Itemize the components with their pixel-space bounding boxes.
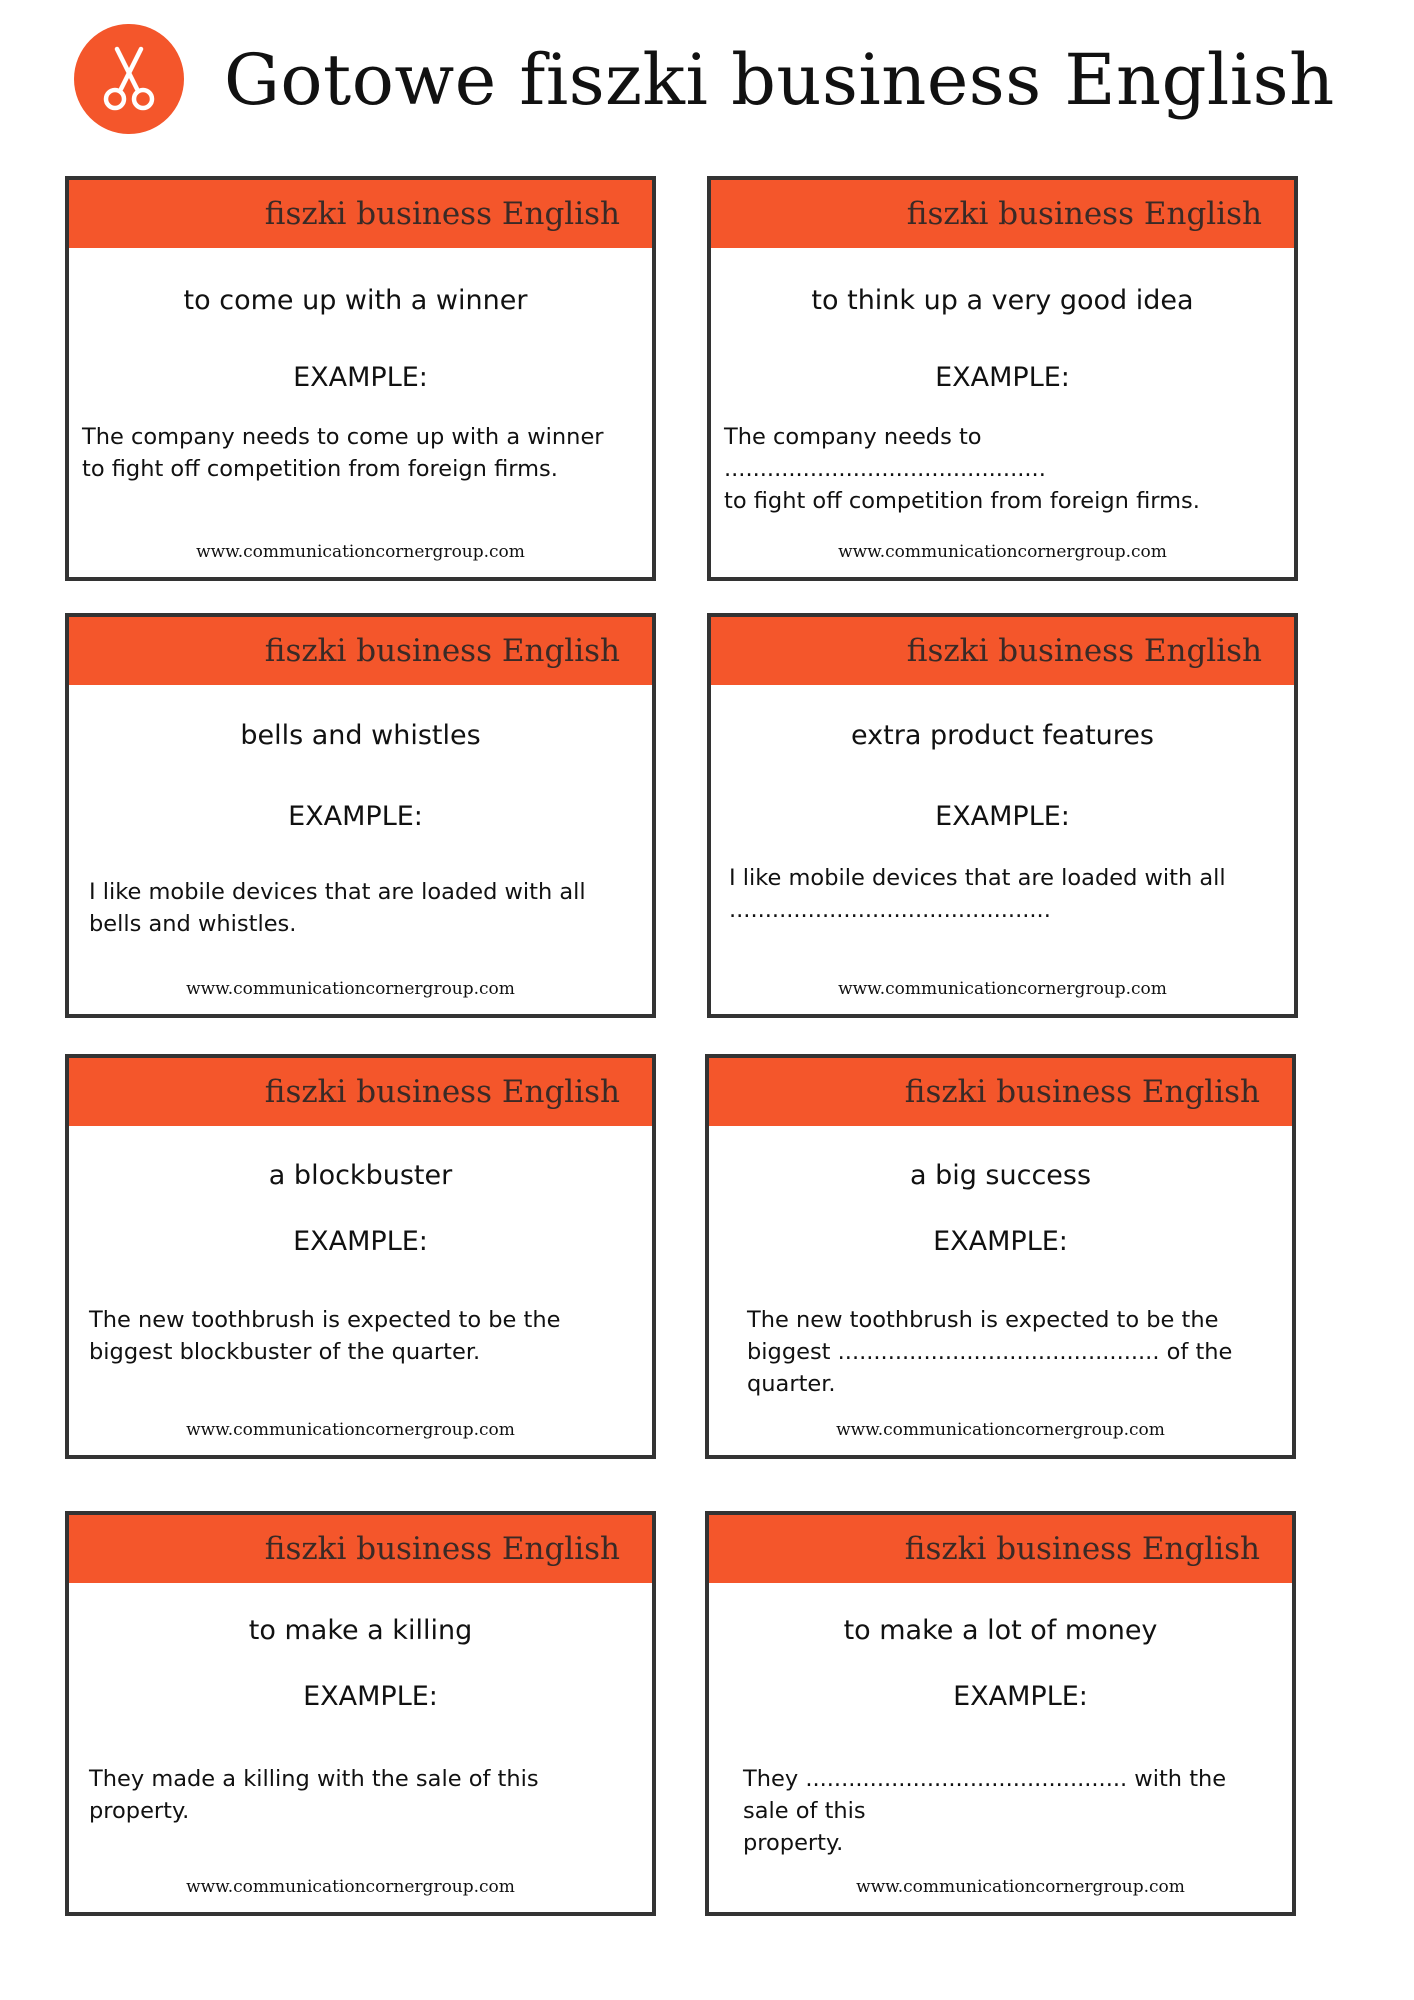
card-header-label: fiszki business English	[904, 1531, 1260, 1567]
website-footer: www.communicationcornergroup.com	[186, 979, 515, 999]
card-term: a big success	[909, 1160, 1092, 1191]
example-line: .............................................	[729, 897, 1051, 923]
website-footer: www.communicationcornergroup.com	[838, 979, 1167, 999]
card-header	[711, 180, 1294, 248]
example-line: They made a killing with the sale of this	[89, 1766, 539, 1792]
card-header	[69, 1515, 652, 1583]
website-footer: www.communicationcornergroup.com	[838, 542, 1167, 562]
example-line: The new toothbrush is expected to be the	[89, 1307, 561, 1333]
flashcard-definition	[707, 176, 1298, 581]
card-term: bells and whistles	[240, 720, 481, 751]
example-line: to fight off competition from foreign firms.	[724, 488, 1200, 514]
example-label: EXAMPLE:	[288, 801, 423, 832]
card-header-label: fiszki business English	[264, 633, 620, 669]
card-header	[69, 180, 652, 248]
card-header-label: fiszki business English	[906, 196, 1262, 232]
website-footer: www.communicationcornergroup.com	[856, 1877, 1185, 1897]
card-header-label: fiszki business English	[264, 196, 620, 232]
example-label: EXAMPLE:	[935, 362, 1070, 393]
scissors-icon	[97, 43, 161, 115]
example-sentence	[89, 876, 638, 940]
example-label: EXAMPLE:	[293, 362, 428, 393]
example-label: EXAMPLE:	[933, 1226, 1068, 1257]
example-sentence	[724, 421, 1280, 517]
card-header	[69, 1058, 652, 1126]
example-line: biggest blockbuster of the quarter.	[89, 1339, 481, 1365]
example-sentence	[82, 421, 638, 485]
card-term: a blockbuster	[268, 1160, 453, 1191]
example-label: EXAMPLE:	[293, 1226, 428, 1257]
example-line: I like mobile devices that are loaded with all	[89, 879, 586, 905]
card-header	[709, 1058, 1292, 1126]
card-header-label: fiszki business English	[264, 1074, 620, 1110]
example-line: property.	[743, 1830, 844, 1856]
example-label: EXAMPLE:	[935, 801, 1070, 832]
flashcard-definition	[705, 1511, 1296, 1916]
scissors-logo	[74, 24, 184, 134]
example-line: to fight off competition from foreign firms.	[82, 456, 558, 482]
card-header	[711, 617, 1294, 685]
flashcard-term	[65, 1511, 656, 1916]
example-line: The new toothbrush is expected to be the	[747, 1307, 1219, 1333]
example-line: biggest ............................................. of the quarter.	[747, 1339, 1233, 1397]
website-footer: www.communicationcornergroup.com	[196, 542, 525, 562]
example-sentence	[729, 862, 1280, 926]
card-term: to come up with a winner	[183, 285, 528, 316]
card-term: extra product features	[851, 720, 1154, 751]
flashcard-term	[65, 176, 656, 581]
example-line: The company needs to come up with a winner	[82, 424, 604, 450]
card-header	[69, 617, 652, 685]
flashcard-definition	[705, 1054, 1296, 1459]
example-sentence	[743, 1763, 1278, 1859]
card-header	[709, 1515, 1292, 1583]
card-term: to make a lot of money	[843, 1615, 1158, 1646]
example-sentence	[89, 1304, 638, 1368]
example-sentence	[89, 1763, 638, 1827]
example-line: The company needs to .............................................	[724, 424, 1046, 482]
example-line: They ............................................. with the sale of this	[743, 1766, 1227, 1824]
example-label: EXAMPLE:	[303, 1681, 438, 1712]
flashcard-term	[65, 1054, 656, 1459]
card-header-label: fiszki business English	[906, 633, 1262, 669]
example-sentence	[747, 1304, 1278, 1400]
page-title: Gotowe fiszki business English	[224, 39, 1335, 121]
flashcard-term	[65, 613, 656, 1018]
website-footer: www.communicationcornergroup.com	[186, 1877, 515, 1897]
card-term: to think up a very good idea	[811, 285, 1194, 316]
card-header-label: fiszki business English	[264, 1531, 620, 1567]
example-line: property.	[89, 1798, 190, 1824]
card-term: to make a killing	[248, 1615, 473, 1646]
example-line: I like mobile devices that are loaded with all	[729, 865, 1226, 891]
example-label: EXAMPLE:	[953, 1681, 1088, 1712]
example-line: bells and whistles.	[89, 911, 297, 937]
flashcard-definition	[707, 613, 1298, 1018]
website-footer: www.communicationcornergroup.com	[186, 1420, 515, 1440]
website-footer: www.communicationcornergroup.com	[836, 1420, 1165, 1440]
card-header-label: fiszki business English	[904, 1074, 1260, 1110]
